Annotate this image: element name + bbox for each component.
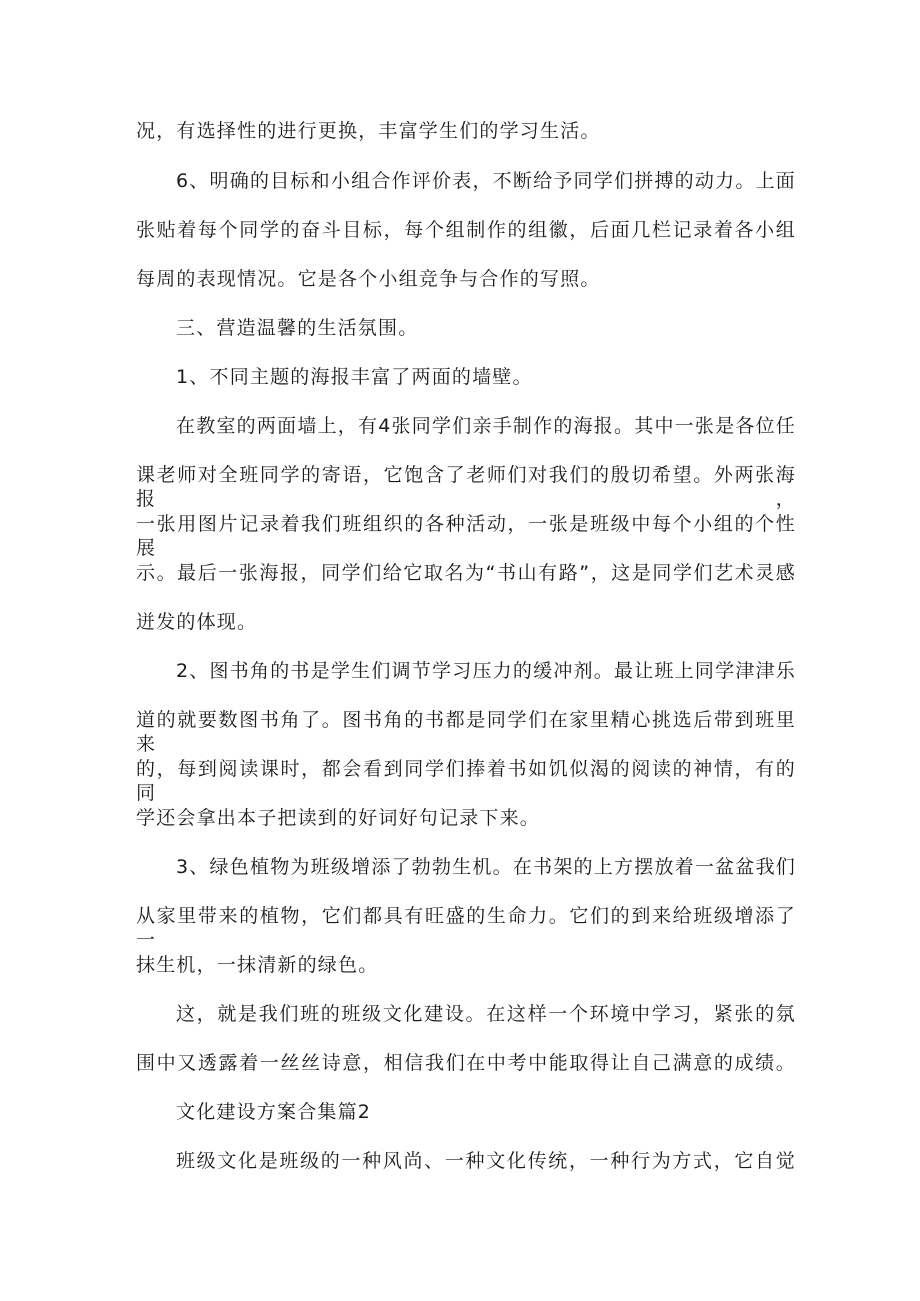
section-heading: 三、营造温馨的生活氛围。 <box>176 317 419 339</box>
text-line: 3、绿色植物为班级增添了勃勃生机。在书架的上方摆放着一盆盆我们 <box>176 856 796 878</box>
text-line: 这，就是我们班的班级文化建设。在这样一个环境中学习，紧张的氛 <box>176 1003 796 1025</box>
text-line: 的，每到阅读课时，都会看到同学们捧着书如饥似渴的阅读的神情，有的同 <box>136 758 796 804</box>
text-line: 示。最后一张海报，同学们给它取名为“书山有路”，这是同学们艺术灵感 <box>136 562 796 584</box>
text-line: 每周的表现情况。它是各个小组竞争与合作的写照。 <box>136 268 601 290</box>
text-line: 2、图书角的书是学生们调节学习压力的缓冲剂。最让班上同学津津乐 <box>176 660 796 682</box>
text-line: 1、不同主题的海报丰富了两面的墙壁。 <box>176 366 533 388</box>
text-line: 班级文化是班级的一种风尚、一种文化传统，一种行为方式，它自觉 <box>176 1150 796 1172</box>
text-line: 在教室的两面墙上，有4张同学们亲手制作的海报。其中一张是各位任 <box>176 415 796 437</box>
text-line: 从家里带来的植物，它们都具有旺盛的生命力。它们的到来给班级增添了一 <box>136 905 796 951</box>
text-line: 况，有选择性的进行更换，丰富学生们的学习生活。 <box>136 120 601 142</box>
text-line: 抹生机，一抹清新的绿色。 <box>136 954 379 976</box>
text-line: 围中又透露着一丝丝诗意，相信我们在中考中能取得让自己满意的成绩。 <box>136 1052 796 1074</box>
text-line: 张贴着每个同学的奋斗目标，每个组制作的组徽，后面几栏记录着各小组 <box>136 219 796 241</box>
text-line: 学还会拿出本子把读到的好词好句记录下来。 <box>136 807 541 829</box>
text-line: 道的就要数图书角了。图书角的书都是同学们在家里精心挑选后带到班里来 <box>136 709 796 755</box>
text-line: 一张用图片记录着我们班组织的各种活动，一张是班级中每个小组的个性展 <box>136 513 796 559</box>
text-line: 6、明确的目标和小组合作评价表，不断给予同学们拼搏的动力。上面 <box>176 170 796 192</box>
section-title: 文化建设方案合集篇2 <box>176 1101 372 1123</box>
text-line: 迸发的体现。 <box>136 611 258 633</box>
text-line: 课老师对全班同学的寄语，它饱含了老师们对我们的殷切希望。外两张海报， <box>136 464 796 510</box>
